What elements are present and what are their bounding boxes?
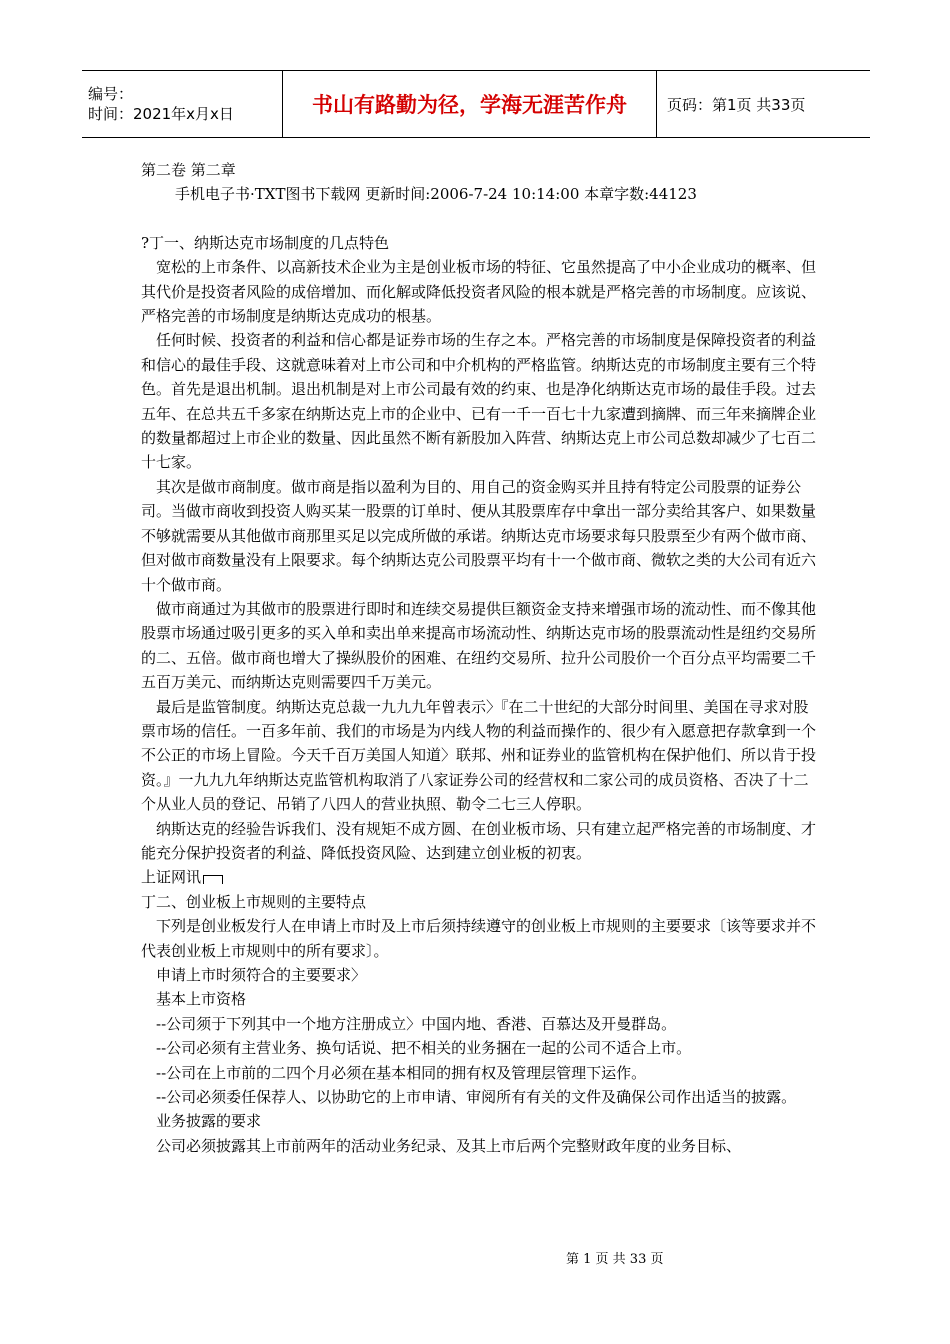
source-line: 上证网讯: [141, 868, 202, 887]
meta-line: 手机电子书·TXT图书下载网 更新时间:2006-7-24 10:14:00 本章字数:44123: [175, 185, 697, 204]
header-page-label: 页码：第1页 共33页: [667, 95, 806, 114]
page-footer: 第 1 页 共 33 页: [566, 1252, 664, 1267]
paragraph: 下列是创业板发行人在申请上市时及上市后须持续遵守的创业板上市规则的主要要求〔该等要求并不代表创业板上市规则中的所有要求〕。: [141, 917, 817, 960]
paragraph: 业务披露的要求: [156, 1112, 262, 1131]
paragraph: 纳斯达克的经验告诉我们、没有规矩不成方圆、在创业板市场、只有建立起严格完善的市场制度、才能充分保护投资者的利益、降低投资风险、达到建立创业板的初衷。: [141, 819, 817, 862]
paragraph: 宽松的上市条件、以高新技术企业为主是创业板市场的特征、它虽然提高了中小企业成功的概率、但其代价是投资者风险的成倍增加、而化解或降低投资者风险的根本就是严格完善的市场制度。应该说、严格完善的市场制度是纳斯达克成功的根基。: [141, 258, 817, 326]
source-line-wrap: [141, 865, 821, 889]
header-info-cell: [82, 71, 282, 137]
paragraph: 申请上市时须符合的主要要求〉: [156, 966, 367, 984]
paragraph: 最后是监管制度。纳斯达克总裁一九九九年曾表示〉『在二十世纪的大部分时间里、美国在寻求对股票市场的信任。一百多年前、我们的市场是为内线人物的利益而操作的、很少有入愿意把存款拿到一个不公正的市场上冒险。今天千百万美国人知道〉联邦、州和证券业的监管机构在保护他们、所以肯于投资。』一九九九年纳斯达克监管机构取消了八家证券公司的经营权和二家公司的成员资格、否决了十二个从业人员的登记、吊销了八四人的营业执照、勒令二七三人停职。: [141, 697, 817, 814]
paragraph: 做市商通过为其做市的股票进行即时和连续交易提供巨额资金支持来增强市场的流动性、而不像其他股票市场通过吸引更多的买入单和卖出单来提高市场流动性、纳斯达克市场的股票流动性是纽约交易所的二、五倍。做市商也增大了操纵股价的困难、在纽约交易所、拉升公司股价一个百分点平均需要二千五百万美元、而纳斯达克则需要四千万美元。: [141, 599, 817, 692]
paragraph: 基本上市资格: [156, 990, 247, 1009]
paragraph: --公司在上市前的二四个月必须在基本相同的拥有权及管理层管理下运作。: [156, 1063, 647, 1082]
paragraph: 公司必须披露其上市前两年的活动业务纪录、及其上市后两个完整财政年度的业务目标、: [156, 1136, 742, 1155]
document-body: [141, 158, 821, 1158]
section-2-title: 丁二、创业板上市规则的主要特点: [141, 892, 367, 911]
number-label: 编号：: [88, 85, 134, 103]
section-1-title: ?丁一、纳斯达克市场制度的几点特色: [141, 233, 390, 252]
bracket-mark-icon: [203, 875, 223, 884]
paragraph: --公司必须有主营业务、换句话说、把不相关的业务捆在一起的公司不适合上市。: [156, 1039, 692, 1058]
page-header: [82, 70, 870, 138]
paragraph: 任何时候、投资者的利益和信心都是证券市场的生存之本。严格完善的市场制度是保障投资者的利益和信心的最佳手段、这就意味着对上市公司和中介机构的严格监管。纳斯达克的市场制度主要有三个特色。首先是退出机制。退出机制是对上市公司最有效的约束、也是净化纳斯达克市场的最佳手段。过去五年、在总共五千多家在纳斯达克上市的企业中、已有一千一百七十九家遭到摘牌、而三年来摘牌企业的数量都超过上市企业的数量、因此虽然不断有新股加入阵营、纳斯达克上市公司总数却减少了七百二十七家。: [141, 331, 817, 472]
paragraph: --公司须于下列其中一个地方注册成立〉中国内地、香港、百慕达及开曼群岛。: [156, 1014, 677, 1033]
paragraph: --公司必须委任保荐人、以协助它的上市申请、审阅所有有关的文件及确保公司作出适当的披露。: [156, 1088, 797, 1107]
chapter-title: 第二卷 第二章: [141, 161, 236, 179]
paragraph: 其次是做市商制度。做市商是指以盈利为目的、用自己的资金购买并且持有特定公司股票的证券公司。当做市商收到投资人购买某一股票的订单时、便从其股票库存中拿出一部分卖给其客户、如果数量不够就需要从其他做市商那里买足以完成所做的承诺。纳斯达克市场要求每只股票至少有两个做市商、但对做市商数量没有上限要求。每个纳斯达克公司股票平均有十一个做市商、微软之类的大公司有近六十个做市商。: [141, 477, 817, 594]
header-motto: 书山有路勤为径，学海无涯苦作舟: [282, 71, 657, 137]
time-label: 时间：2021年x月x日: [88, 105, 234, 123]
